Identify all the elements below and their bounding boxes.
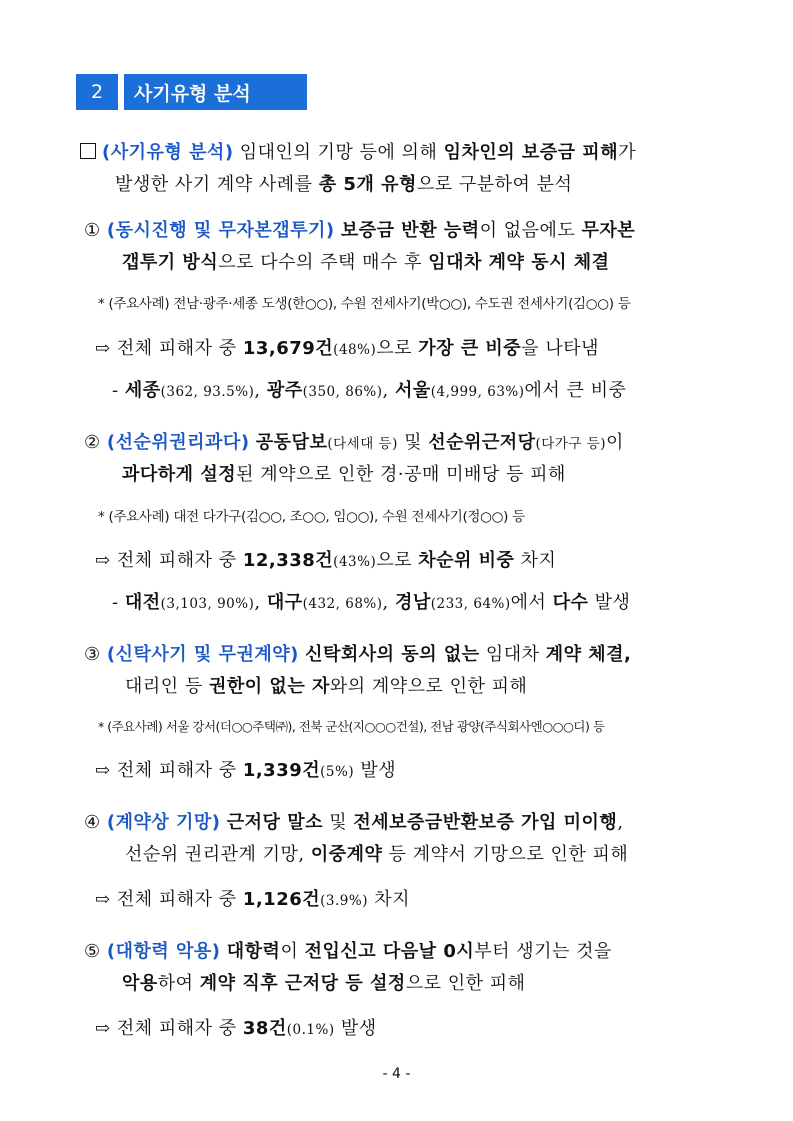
stat-count: 38건 xyxy=(242,1018,287,1039)
stat-bold: 가장 큰 비중 xyxy=(418,338,522,359)
region-text: 에서 xyxy=(510,592,553,613)
item-text: 이 없음에도 xyxy=(479,220,582,241)
item-text: 으로 인한 피해 xyxy=(405,973,526,994)
intro-text: 으로 구분하여 분석 xyxy=(416,174,573,195)
item-text: 된 계약으로 인한 경·공매 미배당 등 피해 xyxy=(236,464,566,485)
stat-count: 1,339건 xyxy=(242,760,321,781)
region-value: (3,103, 90%) xyxy=(160,596,255,612)
item-text: 및 xyxy=(397,432,429,453)
intro-line-2 xyxy=(115,172,572,198)
item-marker: ① xyxy=(84,220,101,241)
region-value: (233, 64%) xyxy=(430,596,511,612)
section-title: 사기유형 분석 xyxy=(124,74,307,110)
stat-pct: (0.1%) xyxy=(286,1022,335,1038)
arrow-icon: ⇨ xyxy=(95,1018,111,1039)
section-2-stat xyxy=(95,548,556,575)
item-marker: ④ xyxy=(84,812,101,833)
region-value: (362, 93.5%) xyxy=(160,384,255,400)
item-text: 이 xyxy=(280,941,305,962)
stat-text: 전체 피해자 중 xyxy=(110,889,243,910)
section-3-line-2 xyxy=(125,674,527,700)
stat-text: 으로 xyxy=(376,550,419,571)
region-name: 서울 xyxy=(394,380,431,401)
item-label: (신탁사기 및 무권계약) xyxy=(106,644,299,665)
intro-bold: 임차인의 보증금 피해 xyxy=(443,142,619,163)
item-text: 및 xyxy=(323,812,354,833)
item-text: , xyxy=(617,812,624,833)
item-bold: 전세보증금반환보증 가입 미이행 xyxy=(353,812,618,833)
item-bold: 근저당 말소 xyxy=(226,812,323,833)
section-3-note: * (주요사례) 서울 강서(더○○주택㈜), 전북 군산(지○○○건설), 전남 광양(주식회사엔○○○디) 등 xyxy=(98,719,605,734)
region-name: 대구 xyxy=(266,592,303,613)
stat-pct: (5%) xyxy=(320,764,355,780)
stat-count: 13,679건 xyxy=(242,338,334,359)
stat-pct: (43%) xyxy=(333,554,377,570)
section-1-regions xyxy=(112,378,626,405)
section-4-stat xyxy=(95,887,410,914)
item-bold: 공동담보 xyxy=(255,432,328,453)
stat-text: 전체 피해자 중 xyxy=(110,760,243,781)
checkbox-bullet-icon xyxy=(80,143,96,159)
item-text: 부터 생기는 것을 xyxy=(474,941,612,962)
separator: , xyxy=(254,592,267,613)
item-bold: 과다하게 설정 xyxy=(122,464,237,485)
item-small: (다가구 등) xyxy=(535,436,607,452)
arrow-icon: ⇨ xyxy=(95,338,111,359)
region-name: 대전 xyxy=(124,592,161,613)
item-bold: 선순위근저당 xyxy=(428,432,536,453)
section-4-line-1 xyxy=(84,810,624,836)
stat-count: 12,338건 xyxy=(242,550,334,571)
section-2-note: * (주요사례) 대전 다가구(김○○, 조○○, 임○○), 수원 전세사기(정○○) 등 xyxy=(98,509,525,525)
item-bold: 악용 xyxy=(122,973,158,994)
item-bold: 갭투기 방식 xyxy=(122,252,219,273)
stat-text: 차지 xyxy=(514,550,557,571)
separator: , xyxy=(382,592,395,613)
arrow-icon: ⇨ xyxy=(95,889,111,910)
item-marker: ⑤ xyxy=(84,941,101,962)
region-text: 발생 xyxy=(588,592,631,613)
section-3-stat xyxy=(95,758,396,785)
section-2-line-2 xyxy=(122,462,566,488)
item-label: (계약상 기망) xyxy=(106,812,221,833)
item-bold: 임대차 계약 동시 체결 xyxy=(428,252,610,273)
section-3-line-1 xyxy=(84,642,631,668)
region-text: 에서 큰 비중 xyxy=(524,380,627,401)
item-label: (동시진행 및 무자본갭투기) xyxy=(106,220,335,241)
intro-text: 임대인의 기망 등에 의해 xyxy=(233,142,444,163)
separator: , xyxy=(254,380,267,401)
item-bold: 대항력 xyxy=(226,941,281,962)
item-text: 등 계약서 기망으로 인한 피해 xyxy=(382,844,629,865)
item-text: 으로 다수의 주택 매수 후 xyxy=(218,252,429,273)
stat-text: 으로 xyxy=(376,338,419,359)
item-bold: 이중계약 xyxy=(310,844,383,865)
intro-bold: 총 5개 유형 xyxy=(318,174,417,195)
item-bold: 무자본 xyxy=(581,220,636,241)
stat-text: 전체 피해자 중 xyxy=(110,1018,243,1039)
item-text: 하여 xyxy=(157,973,200,994)
stat-pct: (48%) xyxy=(333,342,377,358)
stat-count: 1,126건 xyxy=(242,889,321,910)
section-5-stat xyxy=(95,1016,377,1043)
item-text: 와의 계약으로 인한 피해 xyxy=(329,676,528,697)
intro-text: 발생한 사기 계약 사례를 xyxy=(115,174,319,195)
item-label: (선순위권리과다) xyxy=(106,432,250,453)
section-2-line-1 xyxy=(84,430,624,457)
section-1-line-1 xyxy=(84,218,635,244)
stat-bold: 차순위 비중 xyxy=(418,550,515,571)
item-text: 선순위 권리관계 기망, xyxy=(125,844,311,865)
section-1-stat xyxy=(95,336,599,363)
region-name: 광주 xyxy=(266,380,303,401)
region-name: 경남 xyxy=(394,592,431,613)
section-1-line-2 xyxy=(122,250,610,276)
stat-text: 차지 xyxy=(367,889,410,910)
item-text: 이 xyxy=(606,432,624,453)
item-bold: 보증금 반환 능력 xyxy=(340,220,480,241)
item-small: (다세대 등) xyxy=(327,436,398,452)
stat-text: 을 나타냄 xyxy=(521,338,599,359)
item-label: (대항력 악용) xyxy=(106,941,221,962)
stat-pct: (3.9%) xyxy=(320,893,368,909)
arrow-icon: ⇨ xyxy=(95,760,111,781)
page-number: - 4 - xyxy=(382,1066,411,1082)
region-name: 세종 xyxy=(124,380,161,401)
intro-label: (사기유형 분석) xyxy=(102,142,234,163)
section-5-line-2 xyxy=(122,971,526,997)
region-value: (432, 68%) xyxy=(302,596,383,612)
section-5-line-1 xyxy=(84,939,612,965)
item-text: 임대차 xyxy=(479,644,546,665)
section-header xyxy=(76,74,307,110)
item-bold: 신탁회사의 동의 없는 xyxy=(305,644,480,665)
arrow-icon: ⇨ xyxy=(95,550,111,571)
region-value: (4,999, 63%) xyxy=(430,384,525,400)
stat-text: 발생 xyxy=(354,760,397,781)
section-4-line-2 xyxy=(125,842,628,868)
item-bold: 권한이 없는 자 xyxy=(209,676,330,697)
separator: , xyxy=(382,380,395,401)
item-bold: 전입신고 다음날 0시 xyxy=(304,941,475,962)
dash: - xyxy=(112,380,125,401)
item-marker: ② xyxy=(84,432,101,453)
stat-text: 전체 피해자 중 xyxy=(110,550,243,571)
section-1-note: * (주요사례) 전남·광주·세종 도생(한○○), 수원 전세사기(박○○), 수도권 전세사기(김○○) 등 xyxy=(98,296,631,312)
section-number: 2 xyxy=(76,74,118,110)
stat-text: 발생 xyxy=(334,1018,377,1039)
dash: - xyxy=(112,592,125,613)
item-text: 대리인 등 xyxy=(125,676,209,697)
region-value: (350, 86%) xyxy=(302,384,383,400)
item-bold: 계약 직후 근저당 등 설정 xyxy=(199,973,406,994)
intro-text: 가 xyxy=(618,142,636,163)
item-marker: ③ xyxy=(84,644,101,665)
item-bold: 계약 체결, xyxy=(545,644,632,665)
stat-text: 전체 피해자 중 xyxy=(110,338,243,359)
region-bold: 다수 xyxy=(552,592,589,613)
section-2-regions xyxy=(112,590,630,617)
intro-line-1 xyxy=(80,140,636,166)
